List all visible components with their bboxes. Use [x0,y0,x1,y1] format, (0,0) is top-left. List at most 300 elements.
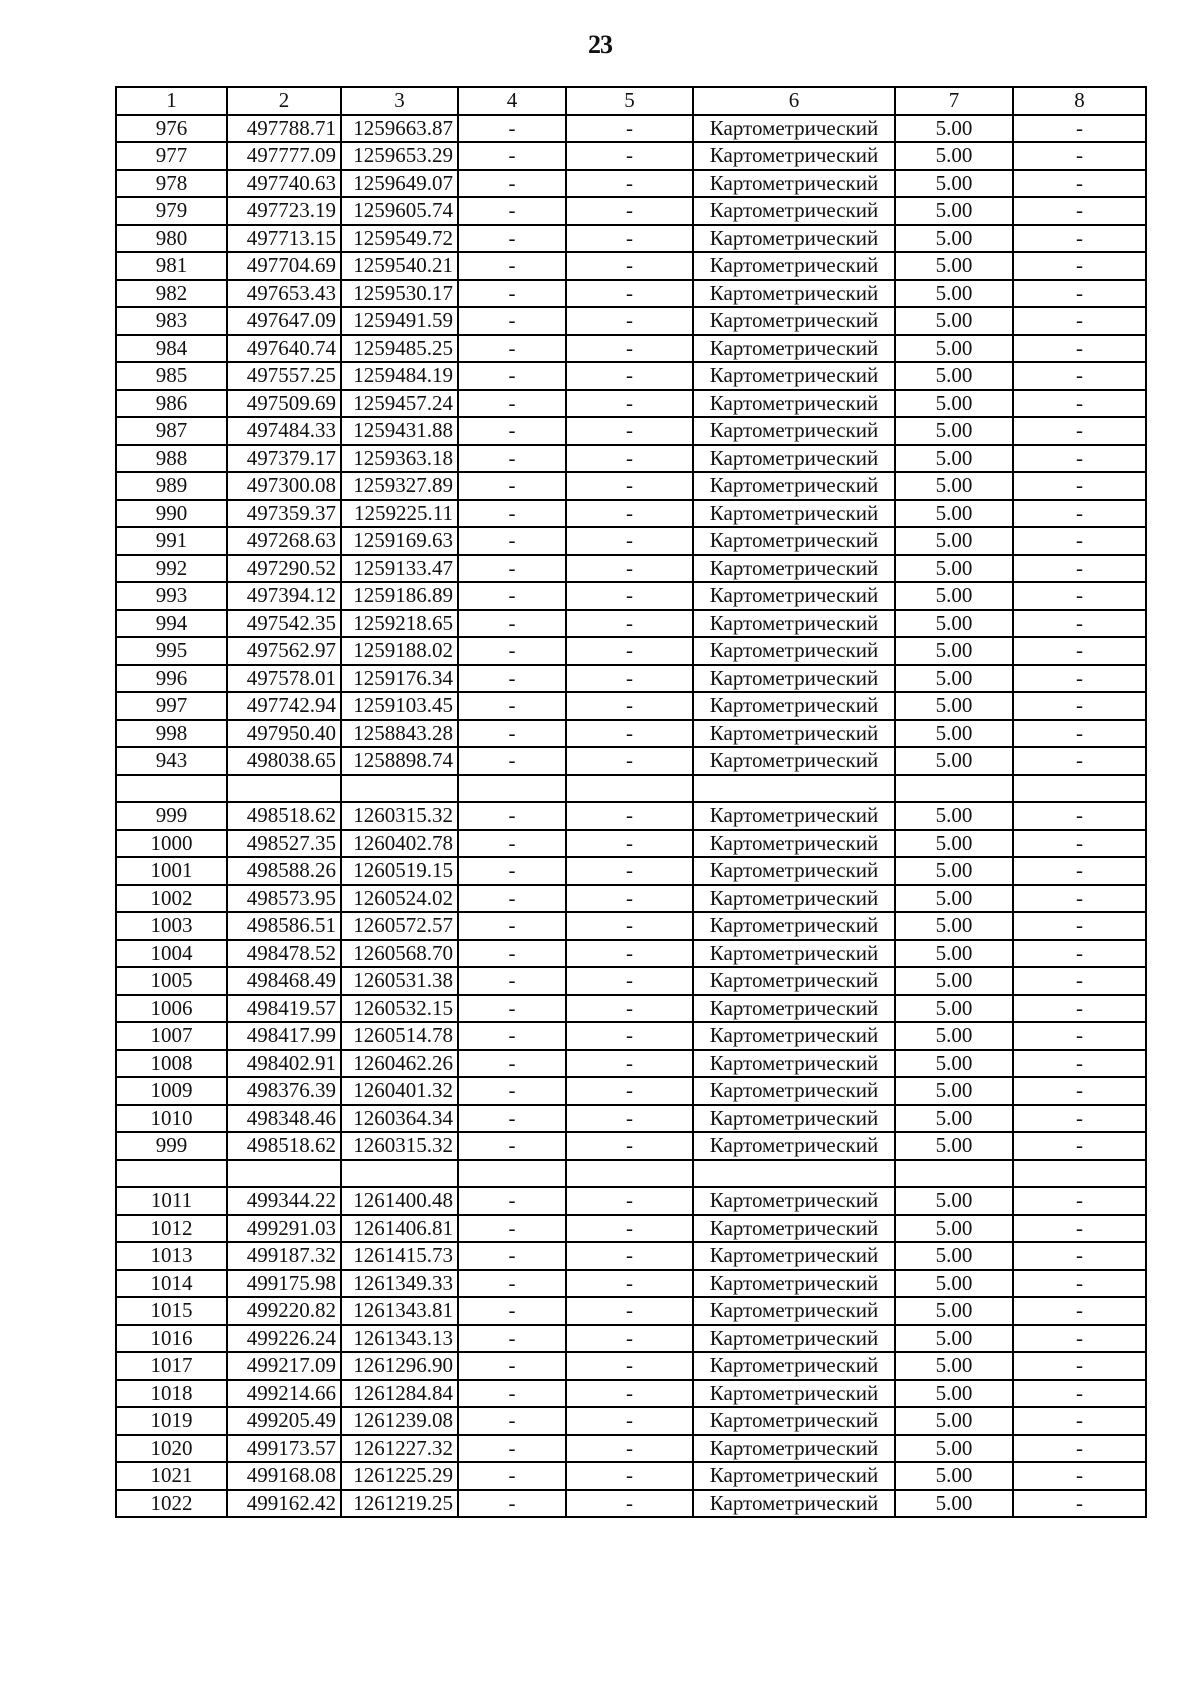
point-number-cell: 943 [116,747,227,775]
method-cell: Картометрический [693,142,895,170]
x-coordinate-cell: 498348.46 [227,1105,341,1133]
x-coordinate-cell: 497640.74 [227,335,341,363]
column-4-cell: - [458,390,566,418]
method-cell: Картометрический [693,197,895,225]
column-8-cell: - [1013,500,1146,528]
column-4-cell: - [458,830,566,858]
y-coordinate-cell: 1259186.89 [341,582,458,610]
point-number-cell: 1017 [116,1352,227,1380]
y-coordinate-cell: 1259663.87 [341,115,458,143]
y-coordinate-cell: 1259363.18 [341,445,458,473]
column-4-cell: - [458,692,566,720]
column-4-cell: - [458,445,566,473]
x-coordinate-cell: 498586.51 [227,912,341,940]
y-coordinate-cell: 1261239.08 [341,1407,458,1435]
y-coordinate-cell: 1259176.34 [341,665,458,693]
column-5-cell: - [566,527,693,555]
point-number-cell: 982 [116,280,227,308]
table-row [116,527,1146,555]
column-5-cell: - [566,390,693,418]
x-coordinate-cell: 497788.71 [227,115,341,143]
table-body [116,115,1146,1518]
method-cell [693,775,895,803]
accuracy-cell: 5.00 [895,665,1013,693]
method-cell: Картометрический [693,1105,895,1133]
column-5-cell: - [566,912,693,940]
method-cell: Картометрический [693,280,895,308]
accuracy-cell: 5.00 [895,857,1013,885]
column-4-cell: - [458,1187,566,1215]
column-4-cell: - [458,1490,566,1518]
column-8-cell: - [1013,527,1146,555]
table-header-row [116,87,1146,115]
column-header: 8 [1013,87,1146,115]
column-4-cell: - [458,170,566,198]
table-row [116,1490,1146,1518]
column-8-cell: - [1013,665,1146,693]
column-4-cell: - [458,857,566,885]
y-coordinate-cell: 1258898.74 [341,747,458,775]
accuracy-cell: 5.00 [895,1270,1013,1298]
accuracy-cell: 5.00 [895,747,1013,775]
column-4-cell: - [458,995,566,1023]
x-coordinate-cell: 497509.69 [227,390,341,418]
point-number-cell: 989 [116,472,227,500]
column-8-cell: - [1013,692,1146,720]
point-number-cell: 996 [116,665,227,693]
column-8-cell [1013,1160,1146,1188]
point-number-cell: 1012 [116,1215,227,1243]
column-4-cell: - [458,1022,566,1050]
point-number-cell: 978 [116,170,227,198]
accuracy-cell: 5.00 [895,115,1013,143]
accuracy-cell: 5.00 [895,1297,1013,1325]
column-5-cell: - [566,307,693,335]
y-coordinate-cell: 1259188.02 [341,637,458,665]
table-row [116,1297,1146,1325]
method-cell: Картометрический [693,307,895,335]
method-cell: Картометрический [693,170,895,198]
column-4-cell: - [458,335,566,363]
column-header: 1 [116,87,227,115]
accuracy-cell: 5.00 [895,995,1013,1023]
column-8-cell: - [1013,1270,1146,1298]
table-row [116,967,1146,995]
method-cell: Картометрический [693,335,895,363]
y-coordinate-cell: 1259653.29 [341,142,458,170]
column-5-cell: - [566,665,693,693]
column-5-cell: - [566,445,693,473]
method-cell: Картометрический [693,1325,895,1353]
column-8-cell: - [1013,1297,1146,1325]
column-5-cell: - [566,362,693,390]
table-row [116,1132,1146,1160]
column-5-cell: - [566,1215,693,1243]
table-row [116,995,1146,1023]
point-number-cell: 976 [116,115,227,143]
column-5-cell: - [566,885,693,913]
x-coordinate-cell: 499291.03 [227,1215,341,1243]
y-coordinate-cell: 1260402.78 [341,830,458,858]
x-coordinate-cell: 498518.62 [227,802,341,830]
point-number-cell [116,775,227,803]
point-number-cell: 1015 [116,1297,227,1325]
y-coordinate-cell: 1260532.15 [341,995,458,1023]
column-8-cell: - [1013,555,1146,583]
column-5-cell: - [566,1270,693,1298]
accuracy-cell: 5.00 [895,280,1013,308]
y-coordinate-cell: 1259530.17 [341,280,458,308]
x-coordinate-cell: 499220.82 [227,1297,341,1325]
accuracy-cell: 5.00 [895,362,1013,390]
y-coordinate-cell: 1261349.33 [341,1270,458,1298]
method-cell: Картометрический [693,967,895,995]
column-8-cell: - [1013,1380,1146,1408]
method-cell: Картометрический [693,692,895,720]
column-8-cell: - [1013,1435,1146,1463]
accuracy-cell: 5.00 [895,940,1013,968]
point-number-cell: 1003 [116,912,227,940]
accuracy-cell: 5.00 [895,555,1013,583]
table-row [116,857,1146,885]
x-coordinate-cell: 498417.99 [227,1022,341,1050]
x-coordinate-cell: 497394.12 [227,582,341,610]
accuracy-cell: 5.00 [895,1325,1013,1353]
table-row [116,307,1146,335]
x-coordinate-cell: 497379.17 [227,445,341,473]
method-cell: Картометрический [693,1352,895,1380]
y-coordinate-cell [341,1160,458,1188]
point-number-cell: 1021 [116,1462,227,1490]
x-coordinate-cell: 497557.25 [227,362,341,390]
coordinates-table [115,86,1147,1518]
table-row [116,775,1146,803]
point-number-cell: 998 [116,720,227,748]
point-number-cell: 1016 [116,1325,227,1353]
accuracy-cell: 5.00 [895,417,1013,445]
column-5-cell: - [566,830,693,858]
column-5-cell: - [566,1435,693,1463]
x-coordinate-cell: 498038.65 [227,747,341,775]
column-4-cell: - [458,1435,566,1463]
y-coordinate-cell: 1259457.24 [341,390,458,418]
column-5-cell: - [566,720,693,748]
column-5-cell: - [566,1380,693,1408]
column-8-cell: - [1013,582,1146,610]
accuracy-cell: 5.00 [895,142,1013,170]
method-cell: Картометрический [693,500,895,528]
column-8-cell: - [1013,830,1146,858]
column-8-cell: - [1013,197,1146,225]
method-cell: Картометрический [693,527,895,555]
x-coordinate-cell: 499226.24 [227,1325,341,1353]
y-coordinate-cell: 1259484.19 [341,362,458,390]
column-8-cell: - [1013,1325,1146,1353]
y-coordinate-cell [341,775,458,803]
column-4-cell: - [458,280,566,308]
x-coordinate-cell: 499214.66 [227,1380,341,1408]
column-4-cell: - [458,1462,566,1490]
point-number-cell: 980 [116,225,227,253]
table-row [116,720,1146,748]
column-5-cell: - [566,1050,693,1078]
method-cell: Картометрический [693,747,895,775]
table-row [116,692,1146,720]
column-8-cell: - [1013,1407,1146,1435]
point-number-cell: 1020 [116,1435,227,1463]
x-coordinate-cell: 499168.08 [227,1462,341,1490]
column-5-cell: - [566,142,693,170]
table-row [116,1435,1146,1463]
x-coordinate-cell: 497704.69 [227,252,341,280]
x-coordinate-cell: 498468.49 [227,967,341,995]
method-cell: Картометрический [693,1462,895,1490]
method-cell: Картометрический [693,802,895,830]
accuracy-cell: 5.00 [895,1215,1013,1243]
table-row [116,1407,1146,1435]
column-4-cell: - [458,912,566,940]
column-4-cell: - [458,1077,566,1105]
y-coordinate-cell: 1258843.28 [341,720,458,748]
y-coordinate-cell: 1260519.15 [341,857,458,885]
x-coordinate-cell: 498376.39 [227,1077,341,1105]
column-4-cell: - [458,1242,566,1270]
point-number-cell: 991 [116,527,227,555]
point-number-cell: 993 [116,582,227,610]
table-row [116,225,1146,253]
table-row [116,665,1146,693]
column-5-cell: - [566,995,693,1023]
column-5-cell: - [566,1325,693,1353]
column-8-cell [1013,775,1146,803]
column-8-cell: - [1013,142,1146,170]
column-5-cell: - [566,1132,693,1160]
table-row [116,335,1146,363]
point-number-cell: 999 [116,1132,227,1160]
point-number-cell: 984 [116,335,227,363]
column-5-cell: - [566,857,693,885]
column-5-cell: - [566,1105,693,1133]
x-coordinate-cell: 498588.26 [227,857,341,885]
method-cell: Картометрический [693,857,895,885]
column-8-cell: - [1013,417,1146,445]
column-5-cell: - [566,500,693,528]
column-8-cell: - [1013,1105,1146,1133]
column-5-cell: - [566,280,693,308]
column-4-cell: - [458,252,566,280]
column-header: 4 [458,87,566,115]
table-row [116,940,1146,968]
method-cell: Картометрический [693,582,895,610]
point-number-cell: 1018 [116,1380,227,1408]
column-8-cell: - [1013,115,1146,143]
y-coordinate-cell: 1261225.29 [341,1462,458,1490]
point-number-cell: 1019 [116,1407,227,1435]
column-5-cell: - [566,225,693,253]
y-coordinate-cell: 1259218.65 [341,610,458,638]
column-5-cell: - [566,747,693,775]
x-coordinate-cell: 497300.08 [227,472,341,500]
point-number-cell: 1011 [116,1187,227,1215]
point-number-cell: 983 [116,307,227,335]
point-number-cell: 1014 [116,1270,227,1298]
column-4-cell: - [458,1297,566,1325]
method-cell: Картометрический [693,1380,895,1408]
x-coordinate-cell: 497740.63 [227,170,341,198]
method-cell: Картометрический [693,610,895,638]
method-cell: Картометрический [693,940,895,968]
column-4-cell: - [458,720,566,748]
column-4-cell: - [458,1352,566,1380]
method-cell: Картометрический [693,472,895,500]
accuracy-cell: 5.00 [895,610,1013,638]
x-coordinate-cell: 497723.19 [227,197,341,225]
accuracy-cell: 5.00 [895,500,1013,528]
y-coordinate-cell: 1260524.02 [341,885,458,913]
column-5-cell: - [566,637,693,665]
accuracy-cell: 5.00 [895,885,1013,913]
point-number-cell: 1010 [116,1105,227,1133]
method-cell: Картометрический [693,1242,895,1270]
x-coordinate-cell: 499173.57 [227,1435,341,1463]
x-coordinate-cell: 497484.33 [227,417,341,445]
y-coordinate-cell: 1259431.88 [341,417,458,445]
table-row [116,1215,1146,1243]
table-row [116,142,1146,170]
accuracy-cell: 5.00 [895,1050,1013,1078]
point-number-cell: 999 [116,802,227,830]
accuracy-cell: 5.00 [895,1022,1013,1050]
point-number-cell: 979 [116,197,227,225]
table-row [116,1022,1146,1050]
point-number-cell [116,1160,227,1188]
y-coordinate-cell: 1259540.21 [341,252,458,280]
column-8-cell: - [1013,445,1146,473]
method-cell: Картометрический [693,555,895,583]
accuracy-cell: 5.00 [895,582,1013,610]
column-8-cell: - [1013,252,1146,280]
column-4-cell: - [458,610,566,638]
x-coordinate-cell: 498419.57 [227,995,341,1023]
column-8-cell: - [1013,720,1146,748]
x-coordinate-cell: 497562.97 [227,637,341,665]
table-row [116,1050,1146,1078]
y-coordinate-cell: 1261343.81 [341,1297,458,1325]
column-4-cell: - [458,472,566,500]
y-coordinate-cell: 1260364.34 [341,1105,458,1133]
y-coordinate-cell: 1259169.63 [341,527,458,555]
accuracy-cell [895,775,1013,803]
accuracy-cell: 5.00 [895,252,1013,280]
method-cell: Картометрический [693,885,895,913]
table-row [116,582,1146,610]
accuracy-cell: 5.00 [895,1462,1013,1490]
x-coordinate-cell: 497359.37 [227,500,341,528]
column-5-cell: - [566,1462,693,1490]
column-5-cell [566,775,693,803]
column-4-cell: - [458,1215,566,1243]
column-4-cell: - [458,1050,566,1078]
column-4-cell: - [458,802,566,830]
table-row [116,170,1146,198]
y-coordinate-cell: 1260315.32 [341,1132,458,1160]
x-coordinate-cell: 498478.52 [227,940,341,968]
table-row [116,1462,1146,1490]
column-8-cell: - [1013,335,1146,363]
accuracy-cell: 5.00 [895,1077,1013,1105]
table-row [116,1270,1146,1298]
column-header: 2 [227,87,341,115]
table-row [116,1077,1146,1105]
column-8-cell: - [1013,1050,1146,1078]
column-5-cell: - [566,940,693,968]
accuracy-cell [895,1160,1013,1188]
column-4-cell [458,1160,566,1188]
x-coordinate-cell: 497950.40 [227,720,341,748]
y-coordinate-cell: 1261400.48 [341,1187,458,1215]
table-row [116,830,1146,858]
x-coordinate-cell: 499175.98 [227,1270,341,1298]
point-number-cell: 1004 [116,940,227,968]
column-8-cell: - [1013,610,1146,638]
method-cell: Картометрический [693,720,895,748]
y-coordinate-cell: 1259103.45 [341,692,458,720]
y-coordinate-cell: 1260568.70 [341,940,458,968]
y-coordinate-cell: 1261406.81 [341,1215,458,1243]
table-row [116,1325,1146,1353]
accuracy-cell: 5.00 [895,692,1013,720]
x-coordinate-cell: 498402.91 [227,1050,341,1078]
accuracy-cell: 5.00 [895,720,1013,748]
column-4-cell: - [458,582,566,610]
point-number-cell: 985 [116,362,227,390]
column-header: 5 [566,87,693,115]
point-number-cell: 1022 [116,1490,227,1518]
accuracy-cell: 5.00 [895,197,1013,225]
accuracy-cell: 5.00 [895,1242,1013,1270]
column-4-cell: - [458,967,566,995]
x-coordinate-cell: 499217.09 [227,1352,341,1380]
method-cell: Картометрический [693,225,895,253]
accuracy-cell: 5.00 [895,912,1013,940]
accuracy-cell: 5.00 [895,1380,1013,1408]
column-4-cell: - [458,1380,566,1408]
column-8-cell: - [1013,637,1146,665]
table-row [116,197,1146,225]
method-cell: Картометрический [693,252,895,280]
column-5-cell: - [566,417,693,445]
column-8-cell: - [1013,857,1146,885]
column-5-cell: - [566,1407,693,1435]
column-header: 7 [895,87,1013,115]
accuracy-cell: 5.00 [895,1105,1013,1133]
column-5-cell: - [566,115,693,143]
method-cell [693,1160,895,1188]
method-cell: Картометрический [693,830,895,858]
column-4-cell: - [458,885,566,913]
column-header: 3 [341,87,458,115]
method-cell: Картометрический [693,1270,895,1298]
table-row [116,747,1146,775]
column-8-cell: - [1013,280,1146,308]
x-coordinate-cell: 498527.35 [227,830,341,858]
method-cell: Картометрический [693,912,895,940]
table-row [116,1187,1146,1215]
column-5-cell: - [566,335,693,363]
column-8-cell: - [1013,170,1146,198]
x-coordinate-cell: 498573.95 [227,885,341,913]
x-coordinate-cell: 497542.35 [227,610,341,638]
